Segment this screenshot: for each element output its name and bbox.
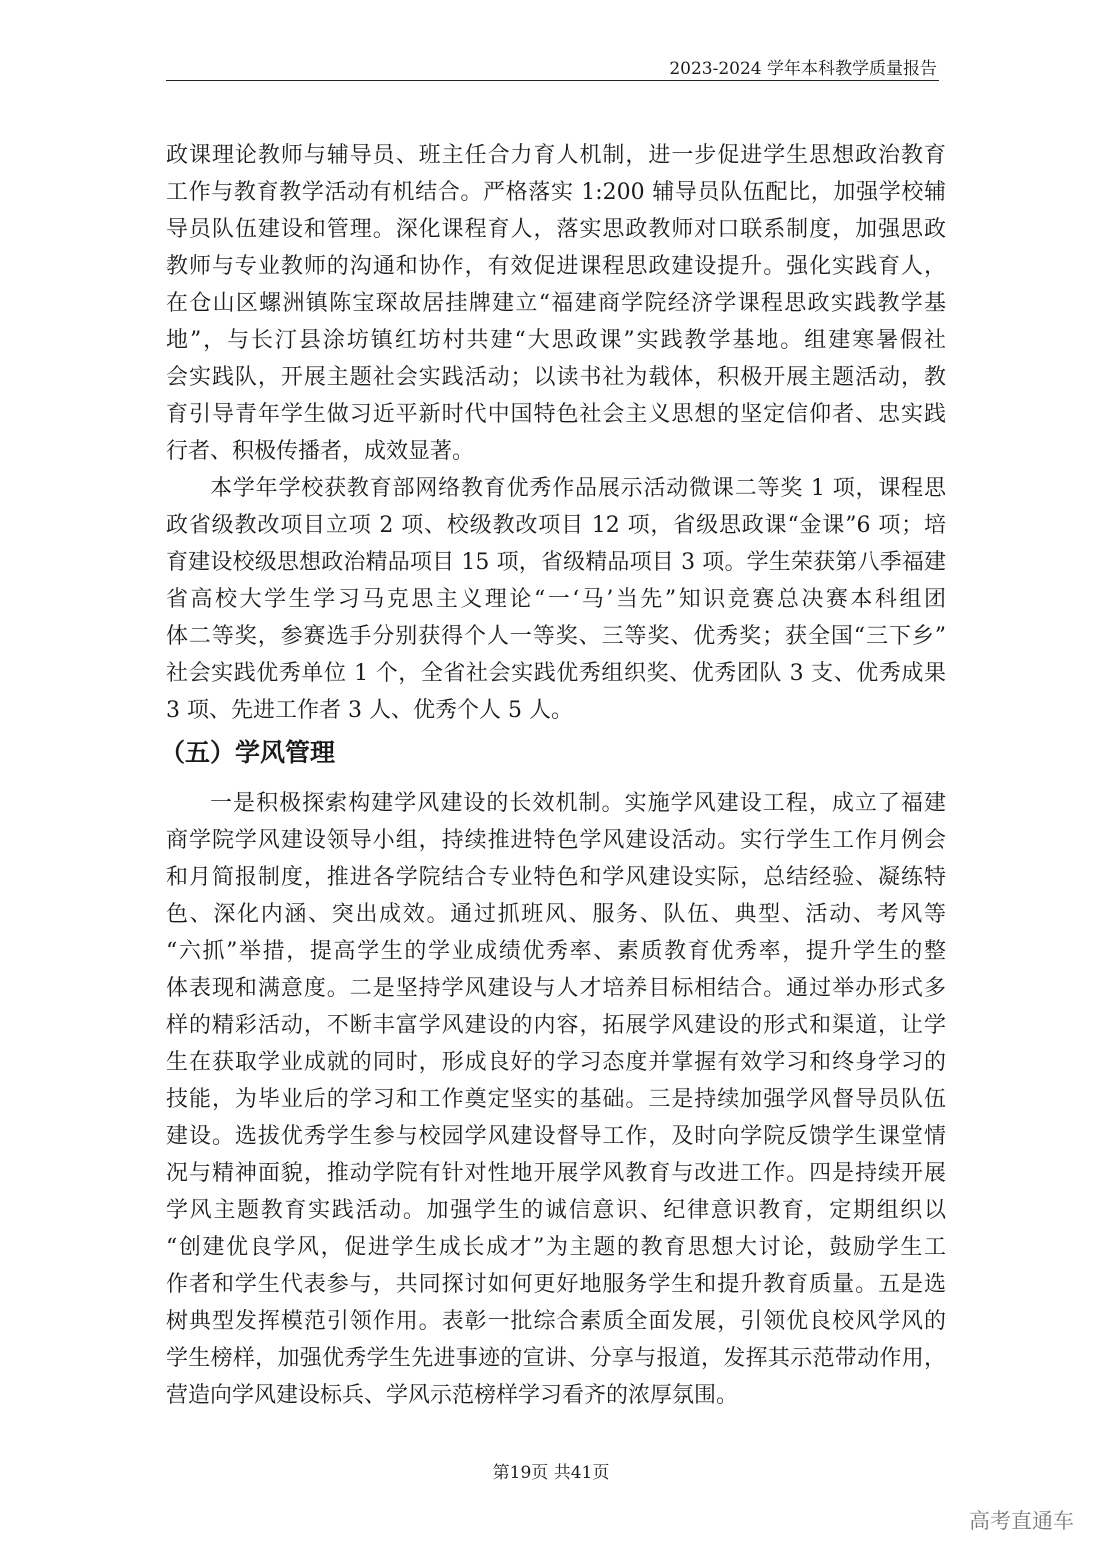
- text-line: 生在获取学业成就的同时，形成良好的学习态度并掌握有效学习和终身学习的: [166, 1050, 946, 1075]
- text-line: 况与精神面貌，推动学院有针对性地开展学风教育与改进工作。四是持续开展: [166, 1161, 946, 1186]
- text-line: 营造向学风建设标兵、学风示范榜样学习看齐的浓厚氛围。: [166, 1383, 739, 1408]
- text-line: 教师与专业教师的沟通和协作，有效促进课程思政建设提升。强化实践育人，: [166, 254, 946, 279]
- text-line: 学生榜样，加强优秀学生先进事迹的宣讲、分享与报道，发挥其示范带动作用，: [166, 1346, 946, 1371]
- page-number: 第19页 共41页: [492, 1463, 610, 1483]
- text-line: 3 项、先进工作者 3 人、优秀个人 5 人。: [166, 698, 573, 723]
- text-line: 地”，与长汀县涂坊镇红坊村共建“大思政课”实践教学基地。组建寒暑假社: [166, 328, 946, 353]
- header-title: 2023-2024 学年本科教学质量报告: [669, 59, 937, 79]
- text-line: 育建设校级思想政治精品项目 15 项，省级精品项目 3 项。学生荣获第八季福建: [166, 550, 946, 575]
- text-line: “六抓”举措，提高学生的学业成绩优秀率、素质教育优秀率，提升学生的整: [166, 939, 946, 964]
- text-line: 本学年学校获教育部网络教育优秀作品展示活动微课二等奖 1 项，课程思: [210, 476, 946, 501]
- text-line: 行者、积极传播者，成效显著。: [166, 439, 475, 464]
- section-heading: （五）学风管理: [160, 738, 336, 767]
- text-line: 样的精彩活动，不断丰富学风建设的内容，拓展学风建设的形式和渠道，让学: [166, 1013, 946, 1038]
- text-line: 学风主题教育实践活动。加强学生的诚信意识、纪律意识教育，定期组织以: [166, 1198, 946, 1223]
- text-line: 政省级教改项目立项 2 项、校级教改项目 12 项，省级思政课“金课”6 项；培: [166, 513, 946, 538]
- watermark: 高考直通车: [969, 1509, 1074, 1533]
- text-line: 省高校大学生学习马克思主义理论“一‘马’当先”知识竞赛总决赛本科组团: [166, 587, 946, 612]
- text-line: 在仓山区螺洲镇陈宝琛故居挂牌建立“福建商学院经济学课程思政实践教学基: [166, 291, 946, 316]
- text-line: 工作与教育教学活动有机结合。严格落实 1:200 辅导员队伍配比，加强学校辅: [166, 180, 946, 205]
- paragraph: [166, 785, 946, 1414]
- page-header: [166, 52, 939, 81]
- text-line: 育引导青年学生做习近平新时代中国特色社会主义思想的坚定信仰者、忠实践: [166, 402, 946, 427]
- text-line: 作者和学生代表参与，共同探讨如何更好地服务学生和提升教育质量。五是选: [166, 1272, 946, 1297]
- text-line: 会实践队，开展主题社会实践活动；以读书社为载体，积极开展主题活动，教: [166, 365, 946, 390]
- text-line: 导员队伍建设和管理。深化课程育人，落实思政教师对口联系制度，加强思政: [166, 217, 946, 242]
- text-line: 体表现和满意度。二是坚持学风建设与人才培养目标相结合。通过举办形式多: [166, 976, 946, 1001]
- text-line: 体二等奖，参赛选手分别获得个人一等奖、三等奖、优秀奖；获全国“三下乡”: [166, 624, 946, 649]
- text-line: 一是积极探索构建学风建设的长效机制。实施学风建设工程，成立了福建: [210, 791, 946, 816]
- paragraph: [166, 470, 946, 729]
- text-line: 社会实践优秀单位 1 个，全省社会实践优秀组织奖、优秀团队 3 支、优秀成果: [166, 661, 946, 686]
- text-line: “创建优良学风，促进学生成长成才”为主题的教育思想大讨论，鼓励学生工: [166, 1235, 946, 1260]
- text-line: 政课理论教师与辅导员、班主任合力育人机制，进一步促进学生思想政治教育: [166, 143, 946, 168]
- text-line: 树典型发挥模范引领作用。表彰一批综合素质全面发展，引领优良校风学风的: [166, 1309, 946, 1334]
- document-body: [160, 137, 946, 1414]
- text-line: 色、深化内涵、突出成效。通过抓班风、服务、队伍、典型、活动、考风等: [166, 902, 946, 927]
- text-line: 建设。选拔优秀学生参与校园学风建设督导工作，及时向学院反馈学生课堂情: [166, 1124, 946, 1149]
- text-line: 商学院学风建设领导小组，持续推进特色学风建设活动。实行学生工作月例会: [166, 828, 946, 853]
- text-line: 技能，为毕业后的学习和工作奠定坚实的基础。三是持续加强学风督导员队伍: [166, 1087, 946, 1112]
- text-line: 和月简报制度，推进各学院结合专业特色和学风建设实际，总结经验、凝练特: [166, 865, 946, 890]
- paragraph: [166, 137, 946, 470]
